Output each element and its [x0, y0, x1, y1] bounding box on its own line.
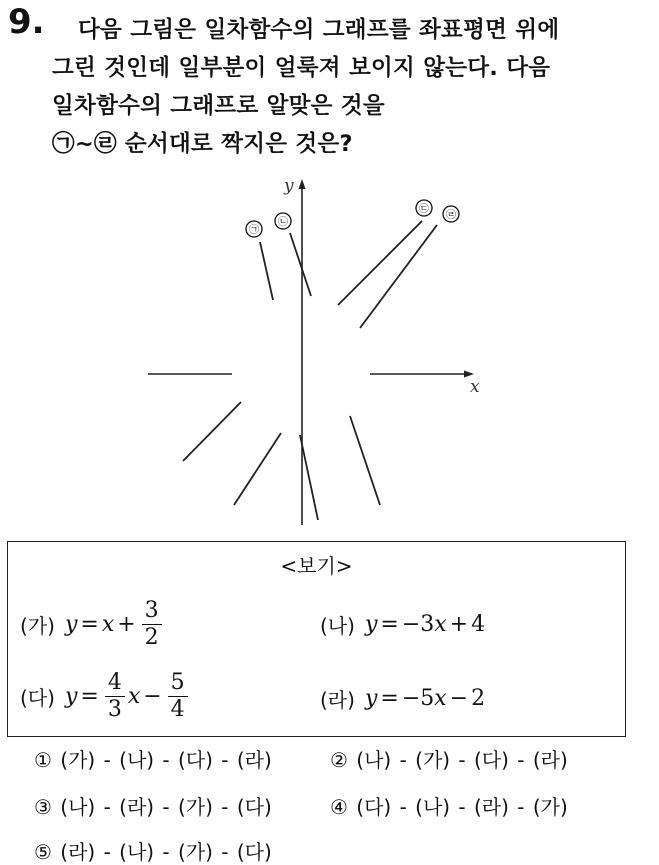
- answer-choice-3[interactable]: ③ (나) - (라) - (가) - (다): [34, 795, 272, 819]
- graph-line-4-upper: [360, 225, 437, 328]
- fraction: [142, 598, 162, 651]
- numerator: 3: [142, 598, 162, 625]
- constant: 4: [471, 612, 486, 637]
- marker-end: ㉣: [93, 131, 117, 157]
- example-box-title: <보기>: [280, 554, 353, 578]
- denominator: 4: [170, 697, 185, 722]
- marker-start: ㉠: [52, 131, 75, 157]
- question-line-3: 일차함수의 그래프로 알맞은 것을: [52, 93, 385, 119]
- var-y: y: [364, 686, 378, 711]
- svg-text:㉠: ㉠: [249, 225, 259, 236]
- var-x: x: [101, 612, 115, 637]
- question-line-4-rest: 순서대로 짝지은 것은?: [116, 131, 353, 157]
- constant: 2: [471, 686, 486, 711]
- question-line-1: 다음 그림은 일차함수의 그래프를 좌표평면 위에: [78, 17, 560, 43]
- question-number: 9.: [8, 2, 45, 42]
- coordinate-graph: [0, 165, 659, 530]
- graph-line-2-upper: [290, 233, 311, 296]
- option-tag: (나): [320, 614, 355, 638]
- graph-line-4-lower: [234, 433, 281, 505]
- svg-text:㉡: ㉡: [278, 217, 288, 228]
- tilde: ~: [74, 131, 94, 157]
- option-na: [320, 610, 485, 639]
- marker-2-label: [275, 213, 291, 229]
- coefficient: −5: [401, 686, 435, 711]
- option-ga: [20, 598, 165, 651]
- x-axis-label: x: [470, 377, 480, 397]
- question-line-4: [52, 126, 353, 158]
- equals: =: [380, 686, 399, 711]
- operator: +: [449, 612, 469, 637]
- equals: =: [80, 684, 99, 709]
- y-axis-arrow: [299, 179, 306, 189]
- numerator: 4: [105, 670, 125, 697]
- marker-3-label: [416, 200, 432, 216]
- answer-choice-2[interactable]: ② (나) - (가) - (다) - (라): [330, 748, 568, 772]
- option-da: [20, 670, 191, 723]
- marker-4-label: [443, 206, 459, 222]
- marker-1-label: [246, 221, 262, 237]
- answer-choice-5[interactable]: ⑤ (라) - (나) - (가) - (다): [34, 840, 272, 864]
- fraction-constant: [168, 670, 188, 723]
- graph-line-3-lower: [183, 402, 241, 461]
- denominator: 3: [107, 697, 122, 722]
- fraction-coefficient: [105, 670, 125, 723]
- y-axis-label: y: [284, 176, 294, 196]
- operator: −: [449, 686, 469, 711]
- operator: +: [117, 612, 136, 637]
- var-y: y: [64, 684, 78, 709]
- var-y: y: [364, 612, 378, 637]
- operator: −: [143, 684, 162, 709]
- svg-text:㉣: ㉣: [446, 210, 456, 221]
- option-tag: (다): [20, 686, 55, 710]
- svg-text:㉢: ㉢: [419, 204, 429, 215]
- equals: =: [80, 612, 99, 637]
- graph-line-1-upper: [260, 242, 273, 300]
- var-x: x: [127, 684, 141, 709]
- example-box: [7, 541, 626, 737]
- question-line-2: 그린 것인데 일부분이 얼룩져 보이지 않는다. 다음: [52, 55, 551, 81]
- numerator: 5: [168, 670, 188, 697]
- coefficient: −3: [401, 612, 435, 637]
- answer-choice-4[interactable]: ④ (다) - (나) - (라) - (가): [330, 795, 568, 819]
- var-x: x: [434, 686, 447, 711]
- graph-line-1-lower: [350, 416, 380, 505]
- option-tag: (가): [20, 614, 55, 638]
- option-tag: (라): [320, 688, 355, 712]
- equals: =: [380, 612, 399, 637]
- denominator: 2: [144, 625, 159, 650]
- var-y: y: [64, 612, 78, 637]
- option-ra: [320, 684, 485, 713]
- var-x: x: [434, 612, 447, 637]
- answer-choice-1[interactable]: ① (가) - (나) - (다) - (라): [34, 748, 272, 772]
